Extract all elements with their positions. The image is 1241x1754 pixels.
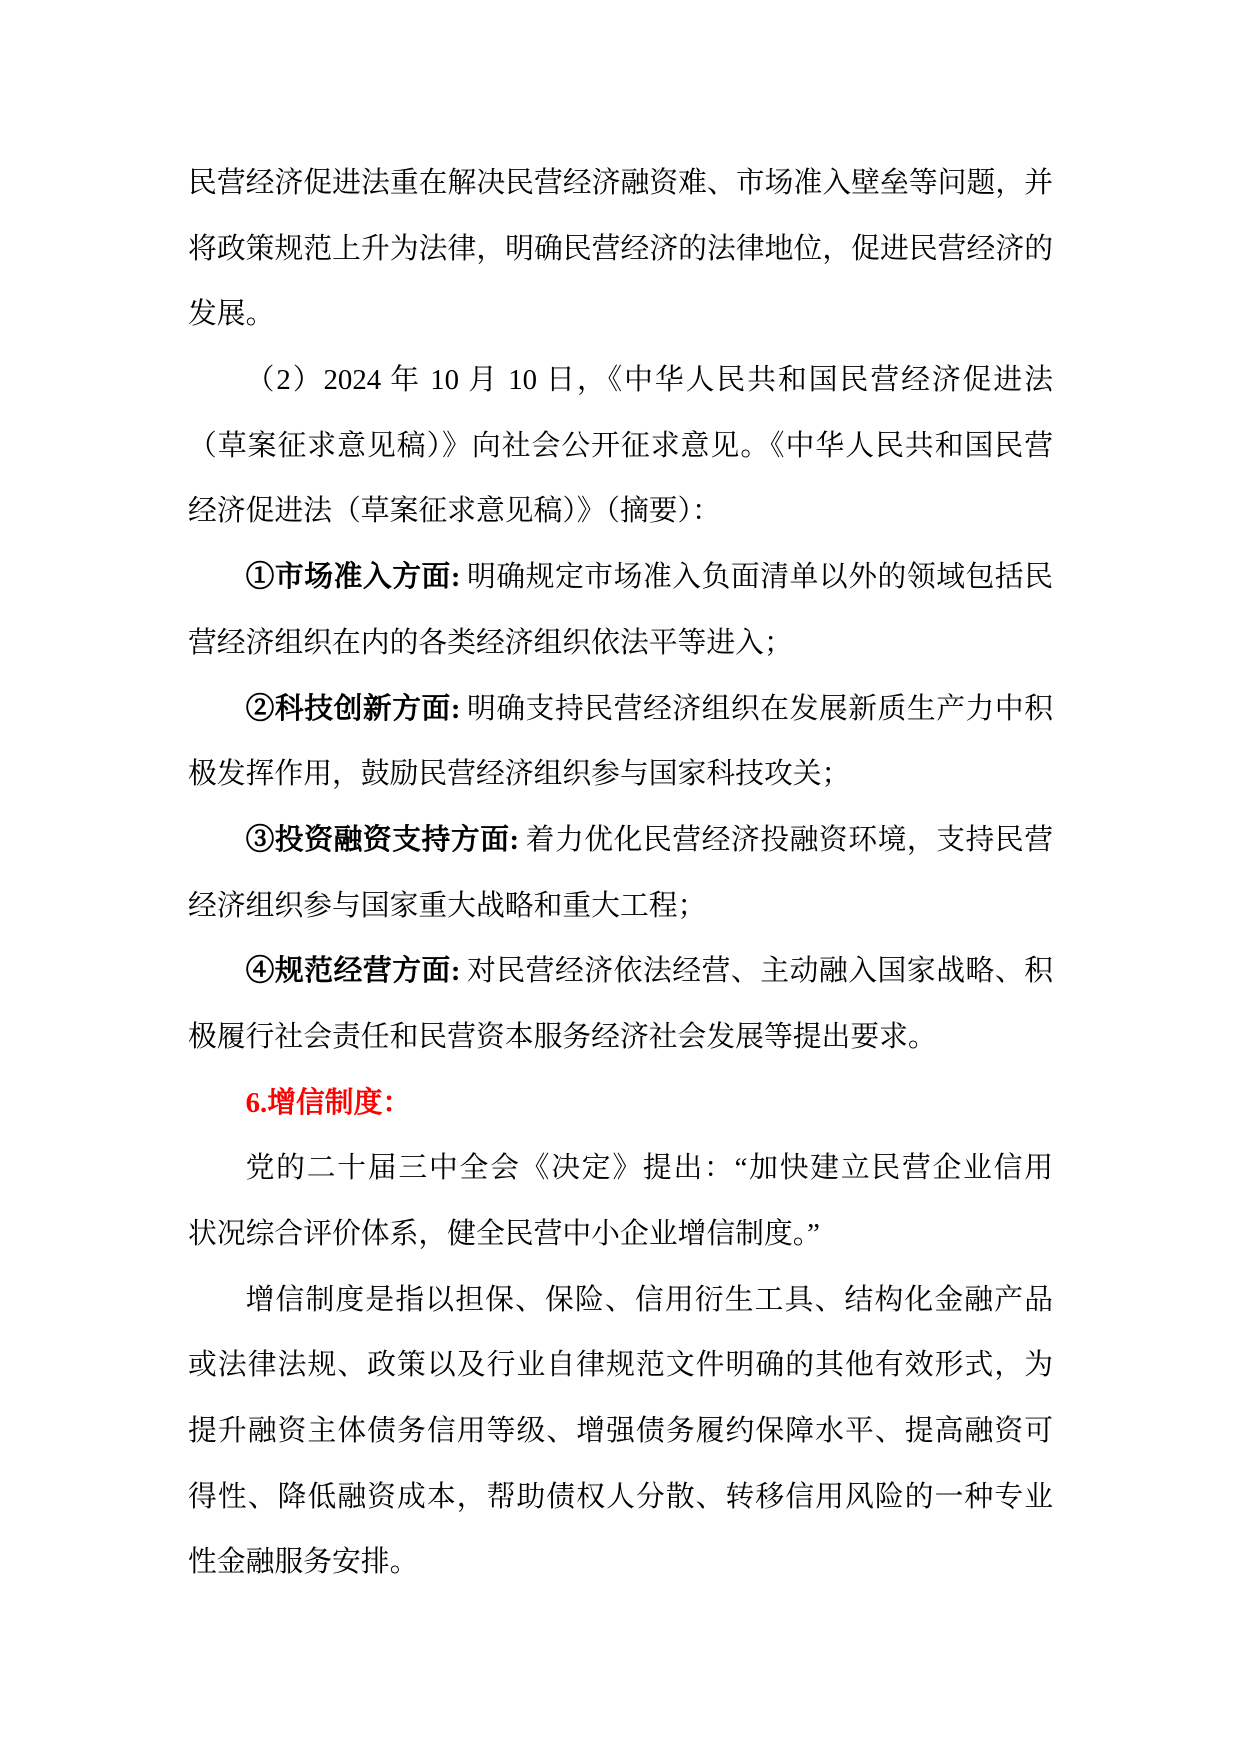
paragraph-decision-quote [188,1136,1053,1267]
list-item-investment-financing [188,808,1053,939]
paragraph-line: （2）2024 年 10 月 10 日，《中华人民共和国民营经济促进法 [245,364,1053,397]
paragraph-line: 或法律法规、政策以及行业自律规范文件明确的其他有效形式，为 [188,1349,1053,1382]
item-text: 明确规定市场准入负面清单以外的领域包括民 [466,561,1053,594]
list-item-line [188,545,1053,611]
paragraph-credit-enhancement-definition [188,1268,1053,1596]
paragraph-draft-law [188,348,1053,545]
list-item-market-access [188,545,1053,676]
paragraph-line: 经济促进法（草案征求意见稿）》（摘要）： [188,495,721,528]
section-heading: 6.增信制度： [245,1086,412,1119]
paragraph-line: 将政策规范上升为法律，明确民营经济的法律地位，促进民营经济的 [188,232,1053,265]
list-item-tech-innovation [188,677,1053,808]
item-label: ①市场准入方面: [245,561,461,594]
paragraph-line: 民营经济促进法重在解决民营经济融资难、市场准入壁垒等问题，并 [188,167,1053,199]
paragraph-line: 发展。 [188,298,275,331]
item-label: ②科技创新方面: [245,692,461,725]
document-page [188,151,1053,1596]
item-text: 着力优化民营经济投融资环境，支持民营 [525,823,1053,856]
paragraph-line: 增信制度是指以担保、保险、信用衍生工具、结构化金融产品 [245,1283,1053,1316]
list-item-line [188,677,1053,743]
list-item-standard-operation [188,939,1053,1070]
paragraph-line: 性金融服务安排。 [188,1546,419,1579]
paragraph-line: 状况综合评价体系，健全民营中小企业增信制度。” [188,1218,820,1250]
item-label: ④规范经营方面: [245,955,461,988]
list-item-line: 极履行社会责任和民营资本服务经济社会发展等提出要求。 [188,1020,937,1053]
paragraph-line: 提升融资主体债务信用等级、增强债务履约保障水平、提高融资可 [188,1415,1053,1448]
paragraph-intro [188,151,1053,348]
paragraph-line: 党的二十届三中全会《决定》提出：“加快建立民营企业信用 [245,1152,1053,1185]
list-item-line [188,808,1053,874]
list-item-line [188,939,1053,1005]
list-item-line: 营经济组织在内的各类经济组织依法平等进入； [188,626,793,659]
item-label: ③投资融资支持方面: [245,823,520,856]
paragraph-line: 得性、降低融资成本，帮助债权人分散、转移信用风险的一种专业 [188,1480,1053,1513]
item-text: 明确支持民营经济组织在发展新质生产力中积 [466,692,1053,725]
paragraph-line: （草案征求意见稿）》向社会公开征求意见。《中华人民共和国民营 [188,429,1053,462]
item-text: 对民营经济依法经营、主动融入国家战略、积 [466,955,1053,988]
list-item-line: 经济组织参与国家重大战略和重大工程； [188,889,707,922]
list-item-line: 极发挥作用，鼓励民营经济组织参与国家科技攻关； [188,758,851,791]
